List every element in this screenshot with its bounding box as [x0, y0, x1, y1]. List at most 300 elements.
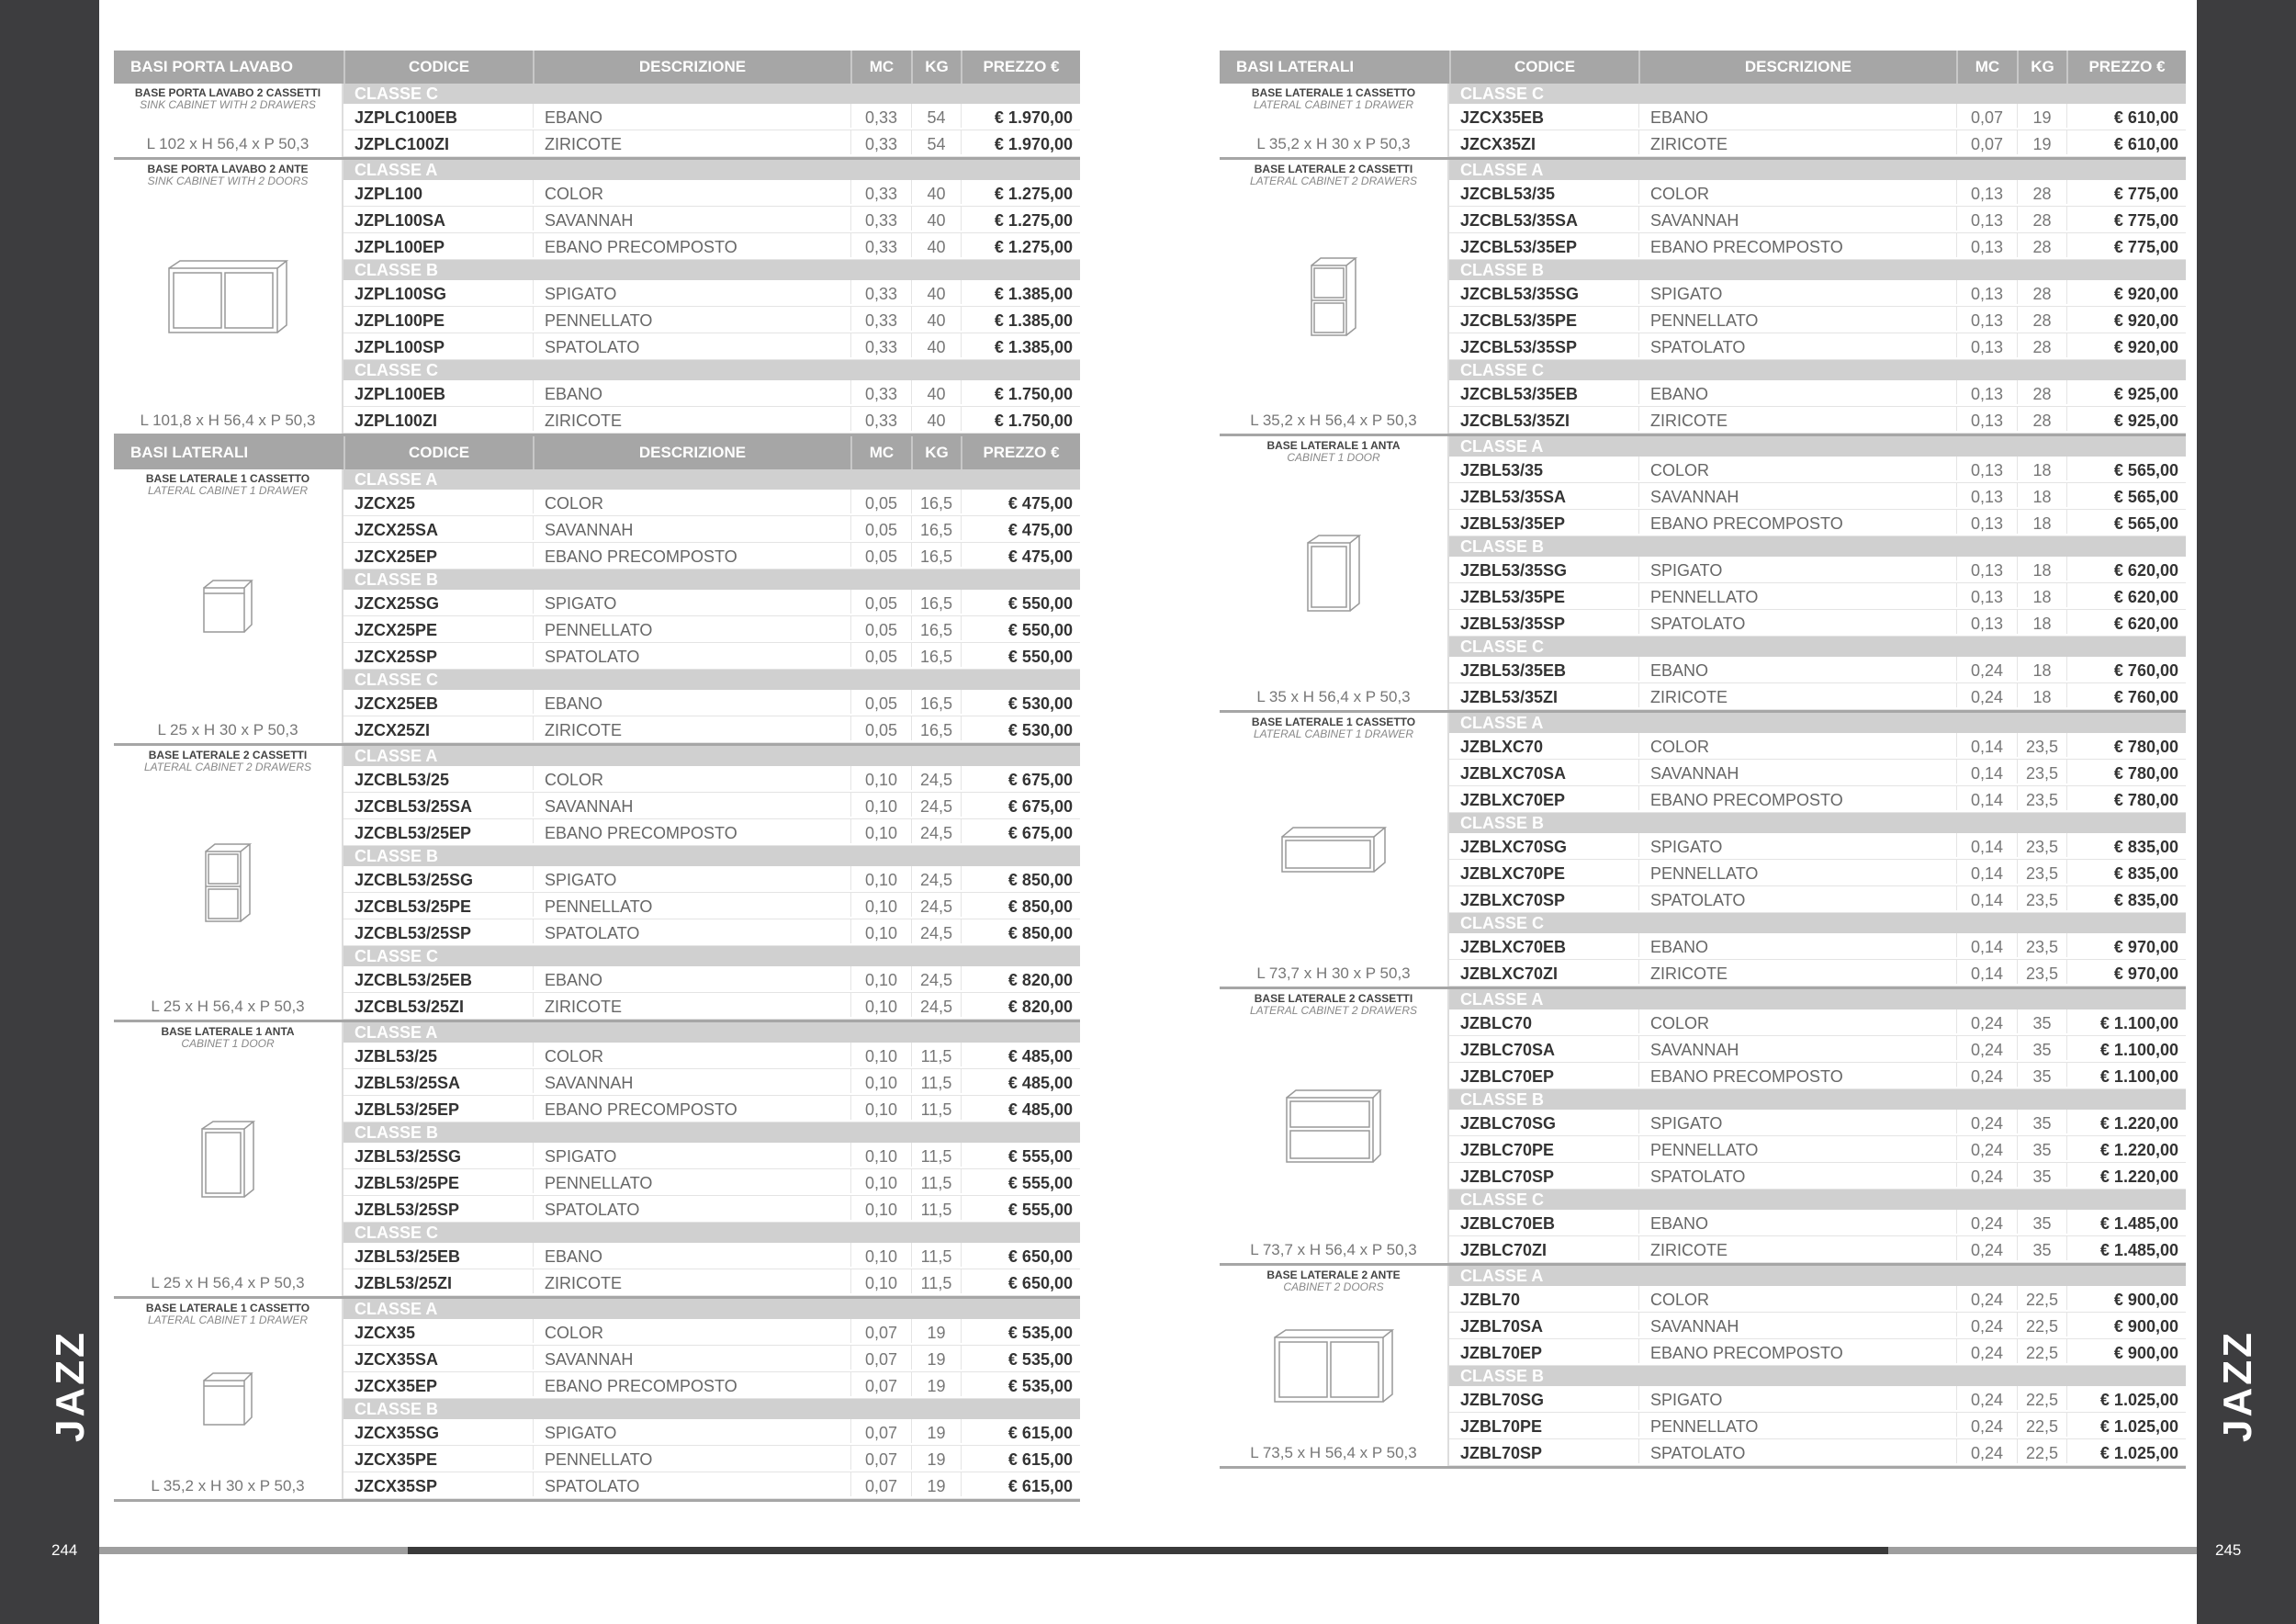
product-price: € 485,00	[961, 1043, 1080, 1066]
product-code: JZPL100SA	[355, 211, 446, 230]
table-row	[343, 866, 1080, 893]
product-finish: EBANO PRECOMPOSTO	[1638, 510, 1956, 534]
product-kg: 16,5	[911, 616, 961, 640]
product-mc: 0,33	[850, 333, 911, 357]
product-finish: SAVANNAH	[1638, 760, 1956, 784]
table-row	[1449, 457, 2186, 483]
product-kg: 11,5	[911, 1196, 961, 1220]
product-kg: 24,5	[911, 866, 961, 890]
product-price: € 920,00	[2066, 280, 2186, 304]
product-price: € 555,00	[961, 1143, 1080, 1167]
product-mc: 0,13	[1956, 483, 2017, 507]
table-row	[343, 1472, 1080, 1499]
table-row	[1449, 1313, 2186, 1339]
table-row	[343, 1269, 1080, 1296]
product-price: € 1.100,00	[2066, 1009, 2186, 1033]
product-subtitle: LATERAL CABINET 1 DRAWER	[147, 1314, 309, 1326]
product-mc: 0,10	[850, 1169, 911, 1193]
header-prezzo: PREZZO €	[961, 436, 1080, 469]
product-title: BASE LATERALE 2 CASSETTI	[148, 749, 308, 761]
product-price: € 835,00	[2066, 833, 2186, 857]
product-price: € 835,00	[2066, 860, 2186, 884]
product-rows	[1449, 989, 2186, 1263]
product-code: JZCBL53/35ZI	[1460, 412, 1570, 430]
product-mc: 0,13	[1956, 233, 2017, 257]
product-group	[114, 84, 1080, 160]
page-rule-dark	[408, 1547, 1888, 1554]
product-finish: EBANO	[1638, 657, 1956, 681]
product-kg: 28	[2017, 207, 2066, 231]
table-row	[343, 180, 1080, 207]
product-code: JZPL100SP	[355, 338, 445, 356]
product-finish: COLOR	[1638, 1009, 1956, 1033]
product-kg: 40	[911, 280, 961, 304]
product-code: JZBL53/25EB	[355, 1247, 461, 1266]
product-dimensions: L 25 x H 56,4 x P 50,3	[151, 1274, 305, 1291]
table-row	[1449, 510, 2186, 536]
table-row	[343, 543, 1080, 570]
product-price: € 775,00	[2066, 207, 2186, 231]
product-mc: 0,13	[1956, 557, 2017, 581]
product-price: € 1.485,00	[2066, 1236, 2186, 1260]
product-code: JZCBL53/35SP	[1460, 338, 1578, 356]
product-code: JZPL100ZI	[355, 412, 438, 430]
product-kg: 28	[2017, 180, 2066, 204]
table-header	[1220, 51, 2186, 84]
product-code: JZCX35	[355, 1324, 416, 1342]
product-code: JZBL53/25SA	[355, 1074, 461, 1092]
table-row	[1449, 960, 2186, 987]
product-price: € 850,00	[961, 919, 1080, 943]
product-title: BASE LATERALE 1 CASSETTO	[145, 1302, 310, 1314]
product-rows	[1449, 713, 2186, 987]
product-finish: ZIRICOTE	[1638, 407, 1956, 431]
product-mc: 0,07	[850, 1419, 911, 1443]
product-code: JZBLC70SP	[1460, 1167, 1555, 1186]
product-kg: 18	[2017, 583, 2066, 607]
table-header	[114, 436, 1080, 469]
table-row	[343, 716, 1080, 743]
product-finish: SPATOLATO	[1638, 1439, 1956, 1463]
product-group	[1220, 160, 2186, 436]
product-price: € 620,00	[2066, 557, 2186, 581]
product-dimensions: L 35,2 x H 30 x P 50,3	[1256, 135, 1411, 152]
product-code: JZBL53/25	[355, 1047, 438, 1066]
table-row	[1449, 483, 2186, 510]
product-price: € 1.275,00	[961, 207, 1080, 231]
product-kg: 18	[2017, 657, 2066, 681]
product-kg: 54	[911, 104, 961, 128]
product-mc: 0,14	[1956, 786, 2017, 810]
product-price: € 485,00	[961, 1069, 1080, 1093]
product-mc: 0,24	[1956, 1210, 2017, 1234]
product-kg: 35	[2017, 1110, 2066, 1133]
table-row	[343, 380, 1080, 407]
product-finish: EBANO	[1638, 1210, 1956, 1234]
product-price: € 1.750,00	[961, 407, 1080, 431]
product-group	[114, 469, 1080, 746]
product-group	[1220, 713, 2186, 989]
product-code: JZCX35ZI	[1460, 135, 1536, 153]
table-row	[1449, 130, 2186, 157]
table-row	[1449, 1286, 2186, 1313]
product-subtitle: CABINET 2 DOORS	[1283, 1280, 1384, 1293]
product-dimensions: L 73,5 x H 56,4 x P 50,3	[1250, 1444, 1417, 1461]
product-mc: 0,07	[1956, 130, 2017, 154]
product-price: € 485,00	[961, 1096, 1080, 1120]
product-kg: 28	[2017, 380, 2066, 404]
class-label: CLASSE A	[1449, 989, 2186, 1009]
product-finish: SPATOLATO	[533, 643, 850, 667]
table-row	[343, 793, 1080, 819]
table-row	[1449, 1339, 2186, 1366]
product-code: JZCX35EP	[355, 1377, 438, 1395]
table-row	[343, 1243, 1080, 1269]
product-finish: PENNELLATO	[533, 1169, 850, 1193]
product-kg: 40	[911, 180, 961, 204]
product-mc: 0,33	[850, 104, 911, 128]
product-kg: 23,5	[2017, 786, 2066, 810]
product-mc: 0,10	[850, 919, 911, 943]
product-kg: 35	[2017, 1036, 2066, 1060]
product-finish: COLOR	[533, 1043, 850, 1066]
table-row	[1449, 380, 2186, 407]
table-row	[343, 516, 1080, 543]
product-kg: 24,5	[911, 793, 961, 817]
product-finish: SPATOLATO	[533, 1196, 850, 1220]
product-price: € 1.485,00	[2066, 1210, 2186, 1234]
table-row	[1449, 760, 2186, 786]
product-code: JZCBL53/25EP	[355, 824, 472, 842]
product-price: € 1.220,00	[2066, 1110, 2186, 1133]
product-kg: 19	[911, 1446, 961, 1470]
product-finish: SAVANNAH	[1638, 1036, 1956, 1060]
product-price: € 550,00	[961, 616, 1080, 640]
table-row	[343, 1346, 1080, 1372]
class-label: CLASSE C	[1449, 1190, 2186, 1210]
product-price: € 675,00	[961, 819, 1080, 843]
product-finish: ZIRICOTE	[533, 130, 850, 154]
product-kg: 18	[2017, 457, 2066, 480]
product-price: € 1.970,00	[961, 104, 1080, 128]
product-mc: 0,10	[850, 793, 911, 817]
product-subtitle: LATERAL CABINET 1 DRAWER	[1253, 98, 1414, 111]
product-kg: 18	[2017, 610, 2066, 634]
table-row	[1449, 1386, 2186, 1413]
product-code: JZBLXC70EB	[1460, 938, 1567, 956]
product-mc: 0,05	[850, 616, 911, 640]
header-mc: MC	[1956, 51, 2017, 84]
product-code: JZCX35PE	[355, 1450, 438, 1469]
table-row	[343, 1143, 1080, 1169]
product-subtitle: CABINET 1 DOOR	[1287, 451, 1380, 464]
header-kg: KG	[2017, 51, 2066, 84]
product-code: JZPLC100EB	[355, 108, 458, 127]
product-finish: EBANO	[533, 690, 850, 714]
class-label: CLASSE C	[343, 84, 1080, 104]
product-kg: 22,5	[2017, 1286, 2066, 1310]
product-mc: 0,24	[1956, 1413, 2017, 1437]
product-code: JZCBL53/35	[1460, 185, 1556, 203]
product-code: JZBLC70SA	[1460, 1041, 1556, 1059]
cabinet-icon	[1278, 824, 1389, 875]
product-finish: EBANO	[533, 966, 850, 990]
product-dimensions: L 25 x H 30 x P 50,3	[157, 721, 298, 739]
product-mc: 0,05	[850, 543, 911, 567]
product-dimensions: L 73,7 x H 30 x P 50,3	[1256, 964, 1411, 982]
product-mc: 0,10	[850, 866, 911, 890]
table-row	[343, 407, 1080, 434]
product-price: € 650,00	[961, 1269, 1080, 1293]
product-finish: PENNELLATO	[1638, 1136, 1956, 1160]
product-code: JZBL53/35ZI	[1460, 688, 1559, 706]
class-label: CLASSE B	[1449, 536, 2186, 557]
product-mc: 0,24	[1956, 683, 2017, 707]
product-finish: ZIRICOTE	[533, 1269, 850, 1293]
product-price: € 555,00	[961, 1196, 1080, 1220]
product-finish: SAVANNAH	[1638, 483, 1956, 507]
product-code: JZBLXC70EP	[1460, 791, 1566, 809]
product-rows	[343, 160, 1080, 434]
product-finish: EBANO	[533, 104, 850, 128]
product-kg: 19	[911, 1472, 961, 1496]
table-row	[343, 766, 1080, 793]
table-row	[1449, 1439, 2186, 1466]
family-title: BASI PORTA LAVABO	[130, 58, 293, 75]
product-title: BASE LATERALE 2 CASSETTI	[1254, 163, 1413, 175]
table-row	[1449, 610, 2186, 637]
product-finish: SPATOLATO	[533, 919, 850, 943]
product-finish: EBANO	[1638, 933, 1956, 957]
product-mc: 0,24	[1956, 1009, 2017, 1033]
product-price: € 1.750,00	[961, 380, 1080, 404]
product-price: € 1.220,00	[2066, 1136, 2186, 1160]
table-row	[1449, 657, 2186, 683]
product-mc: 0,10	[850, 993, 911, 1017]
product-price: € 1.275,00	[961, 233, 1080, 257]
product-finish: ZIRICOTE	[533, 993, 850, 1017]
product-finish: SPIGATO	[1638, 1110, 1956, 1133]
product-kg: 22,5	[2017, 1339, 2066, 1363]
table-row	[1449, 933, 2186, 960]
product-code: JZCX25	[355, 494, 416, 513]
table-row	[1449, 307, 2186, 333]
table-row	[343, 966, 1080, 993]
product-kg: 35	[2017, 1163, 2066, 1187]
product-price: € 610,00	[2066, 104, 2186, 128]
product-kg: 24,5	[911, 819, 961, 843]
product-finish: ZIRICOTE	[1638, 683, 1956, 707]
product-kg: 16,5	[911, 643, 961, 667]
product-kg: 11,5	[911, 1043, 961, 1066]
product-info	[1220, 160, 1449, 434]
product-kg: 18	[2017, 510, 2066, 534]
product-code: JZCBL53/25EB	[355, 971, 473, 989]
table-header	[114, 51, 1080, 84]
table-row	[343, 280, 1080, 307]
table-row	[343, 1069, 1080, 1096]
product-code: JZPLC100ZI	[355, 135, 450, 153]
product-code: JZBLXC70PE	[1460, 864, 1566, 883]
product-price: € 850,00	[961, 866, 1080, 890]
product-mc: 0,24	[1956, 657, 2017, 681]
product-finish: ZIRICOTE	[533, 716, 850, 740]
product-kg: 40	[911, 333, 961, 357]
product-price: € 1.025,00	[2066, 1439, 2186, 1463]
product-finish: PENNELLATO	[1638, 583, 1956, 607]
header-kg: KG	[911, 51, 961, 84]
brand-label-left: JAZZ	[48, 1330, 93, 1442]
product-kg: 23,5	[2017, 733, 2066, 757]
product-price: € 620,00	[2066, 583, 2186, 607]
product-info	[1220, 84, 1449, 157]
product-subtitle: LATERAL CABINET 2 DRAWERS	[1249, 1004, 1418, 1017]
product-finish: SPIGATO	[533, 866, 850, 890]
product-price: € 1.385,00	[961, 280, 1080, 304]
product-price: € 835,00	[2066, 886, 2186, 910]
product-mc: 0,13	[1956, 457, 2017, 480]
product-title: BASE LATERALE 1 CASSETTO	[1251, 86, 1416, 99]
product-price: € 535,00	[961, 1372, 1080, 1396]
header-codice: CODICE	[343, 436, 533, 469]
class-label: CLASSE A	[343, 746, 1080, 766]
product-finish: SPIGATO	[1638, 1386, 1956, 1410]
header-kg: KG	[911, 436, 961, 469]
product-price: € 925,00	[2066, 380, 2186, 404]
product-kg: 11,5	[911, 1243, 961, 1267]
product-finish: COLOR	[1638, 457, 1956, 480]
product-mc: 0,10	[850, 819, 911, 843]
product-code: JZCBL53/25SA	[355, 797, 473, 816]
product-kg: 19	[911, 1372, 961, 1396]
table-row	[343, 333, 1080, 360]
table-row	[343, 490, 1080, 516]
class-label: CLASSE B	[343, 260, 1080, 280]
product-group	[114, 1022, 1080, 1299]
product-rows	[343, 746, 1080, 1020]
product-finish: SAVANNAH	[1638, 207, 1956, 231]
product-mc: 0,24	[1956, 1163, 2017, 1187]
product-mc: 0,24	[1956, 1236, 2017, 1260]
table-row	[343, 207, 1080, 233]
product-dimensions: L 25 x H 56,4 x P 50,3	[151, 998, 305, 1015]
class-label: CLASSE A	[343, 469, 1080, 490]
right-price-list	[1220, 51, 2186, 1469]
product-code: JZCBL53/35EB	[1460, 385, 1579, 403]
product-kg: 23,5	[2017, 933, 2066, 957]
product-finish: SPATOLATO	[1638, 1163, 1956, 1187]
class-label: CLASSE A	[1449, 436, 2186, 457]
product-mc: 0,05	[850, 590, 911, 614]
product-finish: COLOR	[1638, 180, 1956, 204]
product-price: € 550,00	[961, 643, 1080, 667]
product-kg: 40	[911, 380, 961, 404]
product-kg: 35	[2017, 1210, 2066, 1234]
product-title: BASE LATERALE 1 CASSETTO	[145, 472, 310, 485]
product-finish: PENNELLATO	[533, 1446, 850, 1470]
product-code: JZBL70PE	[1460, 1417, 1543, 1436]
product-kg: 24,5	[911, 966, 961, 990]
product-price: € 650,00	[961, 1243, 1080, 1267]
product-finish: EBANO	[533, 380, 850, 404]
product-price: € 780,00	[2066, 786, 2186, 810]
table-row	[343, 1196, 1080, 1223]
table-row	[343, 104, 1080, 130]
product-info	[1220, 1266, 1449, 1466]
product-finish: EBANO	[533, 1243, 850, 1267]
product-mc: 0,14	[1956, 960, 2017, 984]
product-mc: 0,10	[850, 766, 911, 790]
product-price: € 900,00	[2066, 1313, 2186, 1336]
cabinet-icon	[165, 257, 290, 336]
product-kg: 23,5	[2017, 886, 2066, 910]
product-mc: 0,07	[850, 1346, 911, 1370]
class-label: CLASSE C	[1449, 637, 2186, 657]
product-mc: 0,13	[1956, 307, 2017, 331]
product-kg: 19	[911, 1319, 961, 1343]
product-code: JZPL100	[355, 185, 423, 203]
product-code: JZBL53/25SG	[355, 1147, 462, 1166]
product-kg: 24,5	[911, 993, 961, 1017]
product-kg: 19	[911, 1419, 961, 1443]
product-price: € 565,00	[2066, 457, 2186, 480]
product-mc: 0,24	[1956, 1286, 2017, 1310]
product-mc: 0,14	[1956, 860, 2017, 884]
product-mc: 0,13	[1956, 380, 2017, 404]
cabinet-icon	[202, 840, 253, 925]
table-row	[343, 1043, 1080, 1069]
product-group	[1220, 84, 2186, 160]
product-code: JZCX25EP	[355, 547, 438, 566]
product-code: JZCX35SA	[355, 1350, 439, 1369]
product-code: JZBL53/35SA	[1460, 488, 1567, 506]
product-finish: SPIGATO	[1638, 833, 1956, 857]
product-code: JZBL53/25EP	[355, 1100, 460, 1119]
product-code: JZBL53/35SG	[1460, 561, 1568, 580]
product-rows	[1449, 84, 2186, 157]
product-kg: 35	[2017, 1236, 2066, 1260]
table-row	[343, 919, 1080, 946]
product-finish: PENNELLATO	[533, 616, 850, 640]
product-rows	[1449, 436, 2186, 710]
product-mc: 0,05	[850, 516, 911, 540]
cabinet-icon	[200, 577, 255, 636]
product-kg: 23,5	[2017, 860, 2066, 884]
product-kg: 28	[2017, 280, 2066, 304]
product-finish: COLOR	[533, 490, 850, 513]
product-code: JZCX25ZI	[355, 721, 431, 739]
product-kg: 54	[911, 130, 961, 154]
product-finish: EBANO PRECOMPOSTO	[1638, 1063, 1956, 1087]
product-kg: 28	[2017, 407, 2066, 431]
product-finish: SPATOLATO	[533, 1472, 850, 1496]
class-label: CLASSE A	[343, 1022, 1080, 1043]
product-mc: 0,10	[850, 1196, 911, 1220]
class-label: CLASSE C	[1449, 913, 2186, 933]
product-mc: 0,05	[850, 490, 911, 513]
product-mc: 0,10	[850, 966, 911, 990]
table-row	[1449, 557, 2186, 583]
product-rows	[343, 84, 1080, 157]
product-kg: 35	[2017, 1009, 2066, 1033]
product-price: € 820,00	[961, 966, 1080, 990]
product-price: € 820,00	[961, 993, 1080, 1017]
product-kg: 18	[2017, 557, 2066, 581]
product-kg: 24,5	[911, 893, 961, 917]
product-title: BASE PORTA LAVABO 2 CASSETTI	[134, 86, 321, 99]
class-label: CLASSE A	[1449, 160, 2186, 180]
product-finish: SAVANNAH	[533, 207, 850, 231]
